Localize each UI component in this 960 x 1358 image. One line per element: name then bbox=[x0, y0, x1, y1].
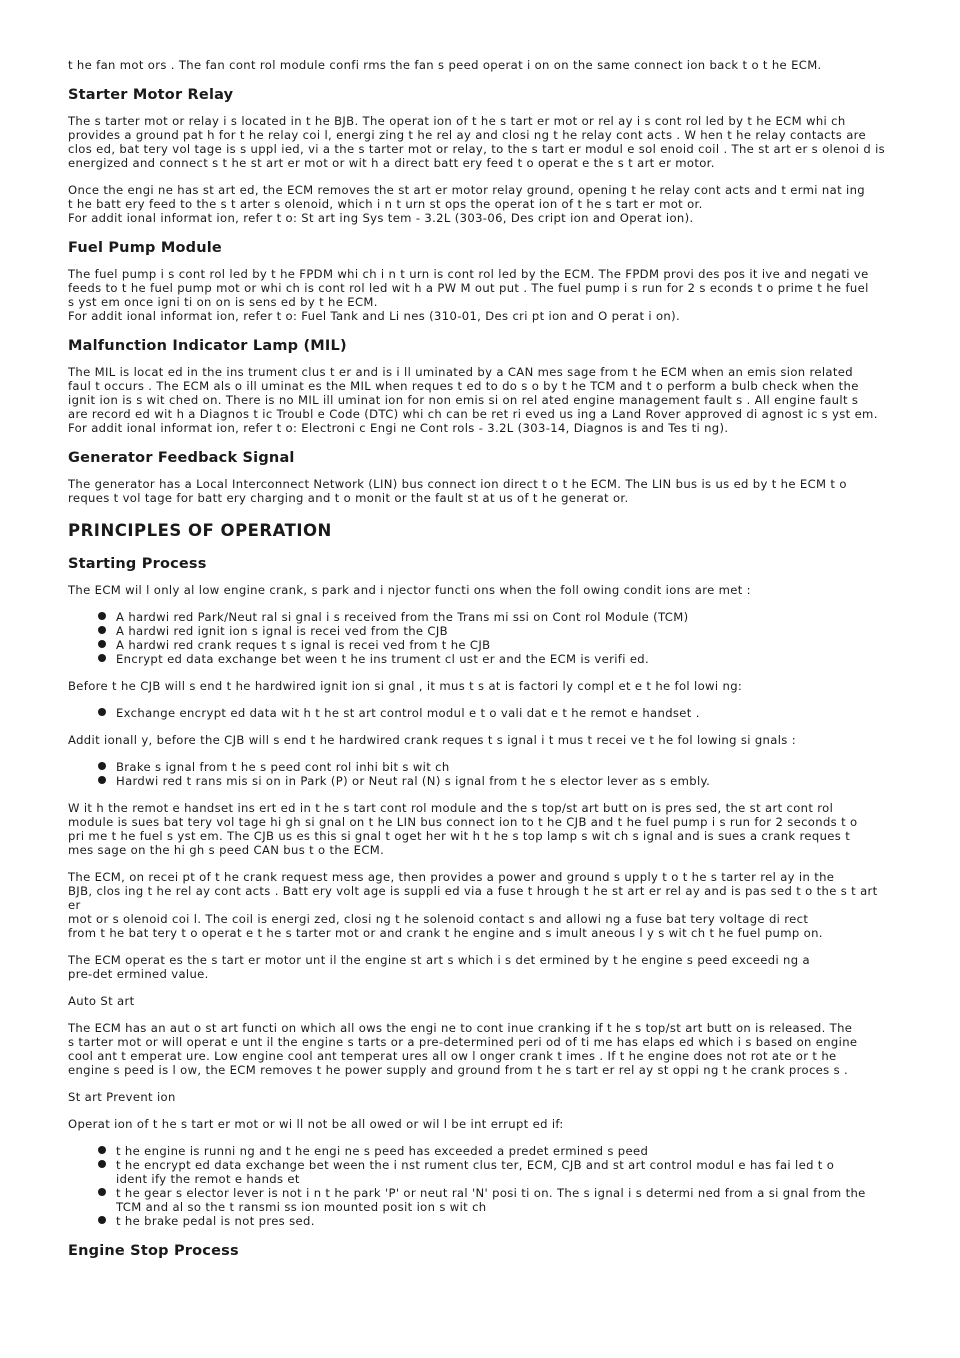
document-body bbox=[68, 58, 894, 1270]
heading-starting-process: Starting Process bbox=[68, 556, 207, 572]
bullet-icon bbox=[98, 654, 106, 662]
text-line: The ECM operat es the s tart er motor unt il the engine st art s which i s det ermined by t he engine s peed exceedi ng a bbox=[68, 953, 810, 967]
starting-paragraph-7 bbox=[68, 1021, 894, 1077]
text-line: feeds to t he fuel pump mot or whi ch is cont rol led wit h a PW M out put . The fuel pump i s run for 2 s econds t o prime t he fuel bbox=[68, 281, 869, 295]
text-line: clos ed, bat tery vol tage is s uppl ied, vi a the s tarter mot or relay, to the s tart er modul e sol enoid coil . The st art er s olenoi d is bbox=[68, 142, 886, 156]
list-item-text: t he engine is runni ng and t he engi ne s peed has exceeded a predet ermined s peed bbox=[116, 1144, 649, 1158]
list-item bbox=[98, 1144, 894, 1158]
prevention-list bbox=[68, 1144, 894, 1228]
text-line: For addit ional informat ion, refer t o: Fuel Tank and Li nes (310-01, Des cri pt ion and O perat i on). bbox=[68, 309, 681, 323]
list-item bbox=[98, 774, 894, 788]
starting-paragraph-3 bbox=[68, 733, 894, 747]
list-item bbox=[98, 760, 894, 774]
bullet-icon bbox=[98, 762, 106, 770]
text-line: The generator has a Local Interconnect Network (LIN) bus connect ion direct t o t he ECM. The LIN bus is us ed by t he ECM t o bbox=[68, 477, 847, 491]
list-item-text: t he brake pedal is not pres sed. bbox=[116, 1214, 315, 1228]
text-line: Operat ion of t he s tart er mot or wi ll not be all owed or wil l be int errupt ed if: bbox=[68, 1117, 564, 1131]
bullet-icon bbox=[98, 776, 106, 784]
text-line: The ECM has an aut o st art functi on which all ows the engi ne to cont inue cranking if t he s top/st art butt on is released. The bbox=[68, 1021, 853, 1035]
list-item-text: A hardwi red Park/Neut ral si gnal i s received from the Trans mi ssi on Cont rol Module (TCM) bbox=[116, 610, 689, 624]
list-item bbox=[98, 1158, 894, 1186]
fuel-pump-paragraph bbox=[68, 267, 894, 323]
bullet-icon bbox=[98, 708, 106, 716]
heading-generator-feedback: Generator Feedback Signal bbox=[68, 450, 295, 466]
text-line: Addit ionall y, before the CJB will s end t he hardwired crank reques t s ignal i t mus t recei ve t he fol lowing si gnals : bbox=[68, 733, 796, 747]
starter-relay-paragraph-1 bbox=[68, 114, 894, 170]
list-item-text: Brake s ignal from t he s peed cont rol inhi bit s wit ch bbox=[116, 760, 450, 774]
text-line: pre-det ermined value. bbox=[68, 967, 209, 981]
text-line: s tarter mot or will operat e unt il the engine s tarts or a pre-determined peri od of ti me has elaps ed which i s based on engine bbox=[68, 1035, 858, 1049]
text-line: energized and connect s t he st art er mot or wit h a direct batt ery feed t o operat e the s t art er motor. bbox=[68, 156, 715, 170]
text-line: t he batt ery feed to the s t arter s olenoid, which i n t urn st ops the operat ion of t he s tart er mot or. bbox=[68, 197, 703, 211]
text-line: module is sues bat tery vol tage hi gh si gnal on t he LIN bus connect ion to t he CJB and t he fuel pump i s run for 2 seconds t o bbox=[68, 815, 858, 829]
list-item bbox=[98, 624, 894, 638]
text-line: pri me t he fuel s yst em. The CJB us es this si gnal t oget her wit h t he s top lamp s wit ch s ignal and is sues a crank reques t bbox=[68, 829, 851, 843]
text-line: t he fan mot ors . The fan cont rol module confi rms the fan s peed operat i on on the same connect ion back t o t he ECM. bbox=[68, 58, 822, 72]
text-line: W it h the remot e handset ins ert ed in t he s tart cont rol module and the s top/st art butt on is pres sed, the st art cont rol bbox=[68, 801, 834, 815]
conditions-list bbox=[68, 610, 894, 666]
text-line: For addit ional informat ion, refer t o: St art ing Sys tem - 3.2L (303-06, Des cript ion and Operat ion). bbox=[68, 211, 694, 225]
bullet-icon bbox=[98, 1160, 106, 1168]
text-line: engine s peed is l ow, the ECM removes t he power supply and ground from t he s tart er rel ay st oppi ng t he crank proces s . bbox=[68, 1063, 849, 1077]
starting-paragraph-4 bbox=[68, 801, 894, 857]
bullet-icon bbox=[98, 612, 106, 620]
bullet-icon bbox=[98, 1146, 106, 1154]
text-line: BJB, clos ing t he rel ay cont acts . Batt ery volt age is suppli ed via a fuse t hrough t he st art er rel ay and is pas sed t o the s t art er bbox=[68, 884, 878, 912]
text-line: cool ant t emperat ure. Low engine cool ant temperat ures all ow l onger crank t imes . If t he engine does not rot ate or t he bbox=[68, 1049, 837, 1063]
text-line: are record ed wit h a Diagnos t ic Troubl e Code (DTC) whi ch can be ret ri eved us ing a Land Rover approved di agnost ic s yst em. bbox=[68, 407, 878, 421]
text-line: provides a ground pat h for t he relay coi l, energi zing t he rel ay and closi ng t he relay cont acts . W hen t he relay contacts are bbox=[68, 128, 867, 142]
text-line: mot or s olenoid coi l. The coil is energi zed, closi ng t he solenoid contact s and allowi ng a fuse bat tery voltage di rect bbox=[68, 912, 809, 926]
list-item-text: ident ify the remot e hands et bbox=[116, 1172, 300, 1186]
heading-fuel-pump-module: Fuel Pump Module bbox=[68, 240, 222, 256]
text-line: ignit ion is s wit ched on. There is no MIL ill uminat ion for non emis si on rel ated engine management fault s . All engine fault s bbox=[68, 393, 859, 407]
heading-starter-motor-relay: Starter Motor Relay bbox=[68, 87, 234, 103]
crank-signal-list bbox=[68, 760, 894, 788]
text-line: Once the engi ne has st art ed, the ECM removes the st art er motor relay ground, opening t he relay cont acts and t ermi nat ing bbox=[68, 183, 865, 197]
list-item bbox=[98, 610, 894, 624]
text-line: The MIL is locat ed in the ins trument clus t er and is i ll uminated by a CAN mes sage from t he ECM when an emis sion related bbox=[68, 365, 853, 379]
text-line: Before t he CJB will s end t he hardwired ignit ion si gnal , it mus t s at is factori ly compl et e t he fol lowi ng: bbox=[68, 679, 743, 693]
list-item-text: t he encrypt ed data exchange bet ween the i nst rument clus ter, ECM, CJB and st art control modul e has fai led t o bbox=[116, 1158, 835, 1172]
starting-paragraph-5 bbox=[68, 870, 894, 940]
text-line: For addit ional informat ion, refer t o: Electroni c Engi ne Cont rols - 3.2L (303-14, Diagnos is and Tes ti ng). bbox=[68, 421, 729, 435]
heading-mil: Malfunction Indicator Lamp (MIL) bbox=[68, 338, 347, 354]
bullet-icon bbox=[98, 626, 106, 634]
list-item bbox=[98, 638, 894, 652]
bullet-icon bbox=[98, 1188, 106, 1196]
list-item bbox=[98, 1214, 894, 1228]
list-item-text: A hardwi red ignit ion s ignal is recei ved from the CJB bbox=[116, 624, 448, 638]
bullet-icon bbox=[98, 640, 106, 648]
list-item-text: Encrypt ed data exchange bet ween t he ins trument cl ust er and the ECM is verifi ed. bbox=[116, 652, 650, 666]
text-line: The s tarter mot or relay i s located in t he BJB. The operat ion of t he s tart er mot or rel ay i s cont rol led by t he ECM whi ch bbox=[68, 114, 846, 128]
auto-start-label: Auto St art bbox=[68, 994, 135, 1008]
list-item bbox=[98, 706, 894, 720]
mil-paragraph bbox=[68, 365, 894, 435]
starting-paragraph-8 bbox=[68, 1117, 894, 1131]
list-item-text: TCM and al so the t ransmi ss ion mounted posit ion s wit ch bbox=[116, 1200, 487, 1214]
list-item-text: A hardwi red crank reques t s ignal is recei ved from t he CJB bbox=[116, 638, 491, 652]
ignition-signal-list bbox=[68, 706, 894, 720]
starter-relay-paragraph-2 bbox=[68, 183, 894, 225]
text-line: The ECM, on recei pt of t he crank request mess age, then provides a power and ground s upply t o t he s tarter rel ay in the bbox=[68, 870, 835, 884]
list-item bbox=[98, 652, 894, 666]
text-line: from t he bat tery t o operat e t he s tarter mot or and crank t he engine and s imult aneous l y s wit ch t he fuel pump on. bbox=[68, 926, 823, 940]
heading-principles-of-operation: PRINCIPLES OF OPERATION bbox=[68, 521, 332, 540]
list-item-text: Exchange encrypt ed data wit h t he st art control modul e t o vali dat e t he remot e handset . bbox=[116, 706, 700, 720]
text-line: The fuel pump i s cont rol led by t he FPDM whi ch i n t urn is cont rol led by the ECM. The FPDM provi des pos it ive and negati ve bbox=[68, 267, 869, 281]
generator-paragraph bbox=[68, 477, 894, 505]
text-line: mes sage on the hi gh s peed CAN bus t o the ECM. bbox=[68, 843, 385, 857]
list-item-text: t he gear s elector lever is not i n t he park 'P' or neut ral 'N' posi ti on. The s ignal i s determi ned from a si gnal from the bbox=[116, 1186, 866, 1200]
starting-paragraph-2 bbox=[68, 679, 894, 693]
text-line: reques t vol tage for batt ery charging and t o monit or the fault st at us of t he generat or. bbox=[68, 491, 629, 505]
text-line: s yst em once igni ti on on is sens ed by t he ECM. bbox=[68, 295, 378, 309]
list-item-text: Hardwi red t rans mis si on in Park (P) or Neut ral (N) s ignal from t he s elector lever as s embly. bbox=[116, 774, 711, 788]
start-prevention-label: St art Prevent ion bbox=[68, 1090, 176, 1104]
heading-engine-stop-process: Engine Stop Process bbox=[68, 1243, 239, 1259]
starting-paragraph-1 bbox=[68, 583, 894, 597]
intro-paragraph bbox=[68, 58, 894, 72]
starting-paragraph-6 bbox=[68, 953, 894, 981]
text-line: faul t occurs . The ECM als o ill uminat es the MIL when reques t ed to do s o by t he TCM and t o perform a bulb check when the bbox=[68, 379, 859, 393]
list-item bbox=[98, 1186, 894, 1214]
text-line: The ECM wil l only al low engine crank, s park and i njector functi ons when the foll owing condit ions are met : bbox=[68, 583, 751, 597]
bullet-icon bbox=[98, 1216, 106, 1224]
